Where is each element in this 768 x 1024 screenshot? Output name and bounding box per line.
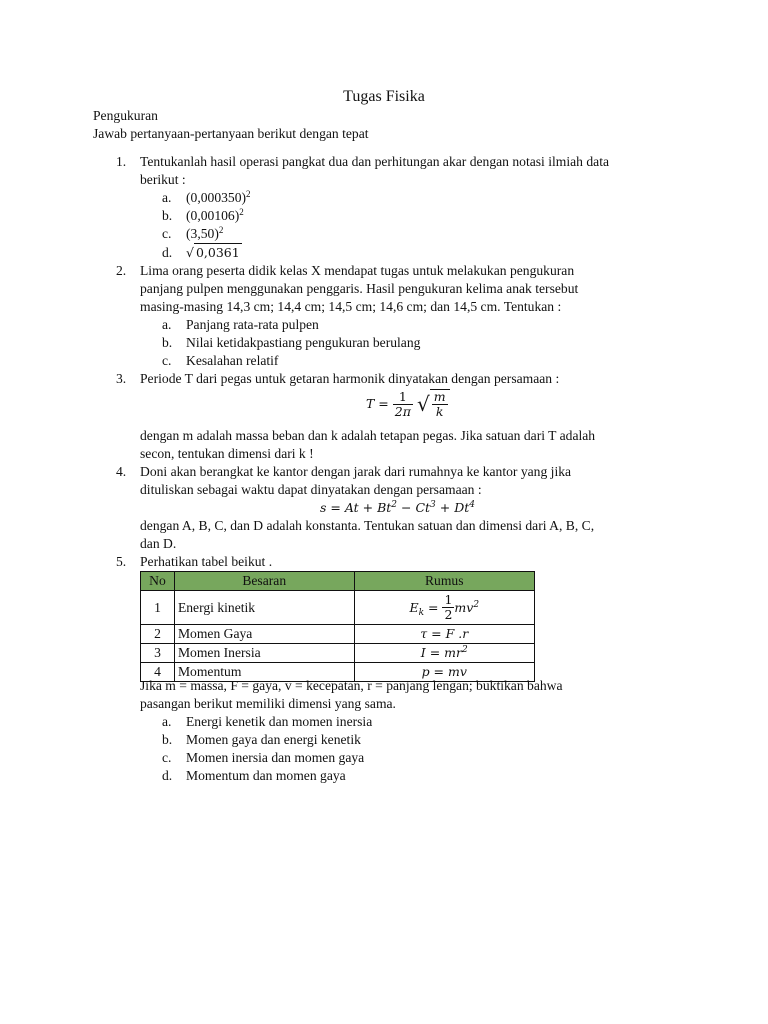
q1-item-a-label: a. [162,190,172,205]
q1-item-c: $(3,50)^2$ [186,225,224,241]
q5-item-b-label: b. [162,732,173,747]
q5-text-line1: Perhatikan tabel beikut . [140,554,273,569]
row-rumus: $I = mr^2$ [354,644,534,663]
q2-item-b-label: b. [162,335,173,350]
q2-text-line3: masing-masing 14,3 cm; 14,4 cm; 14,5 cm; 14,6 cm; dan 14,5 cm. Tentukan : [140,299,562,314]
row-rumus: τ = F .r [354,625,534,644]
header-no: No [141,572,175,591]
table-row [141,591,535,625]
table-header-row [141,572,535,591]
q1-item-b: $(0,00106)^2$ [186,207,244,223]
q1-item-d-sqrt: √ 0,0361 [186,245,240,260]
q1-item-a: $(0,000350)^2$ [186,189,251,205]
q5-number: 5. [116,554,127,569]
q1-item-c-label: c. [162,226,172,241]
table-row [141,625,535,644]
q1-number: 1. [116,154,127,169]
row-besaran: Energi kinetik [174,591,354,625]
q4-text-line3: dengan A, B, C, dan D adalah konstanta. Tentukan satuan dan dimensi dari A, B, C, [140,518,595,533]
q1-text-line2: berikut : [140,172,186,187]
q2-item-a: Panjang rata-rata pulpen [186,317,319,332]
row-besaran: Momen Inersia [174,644,354,663]
q2-item-b: Nilai ketidakpastiang pengukuran berulang [186,335,421,350]
header-besaran: Besaran [174,572,354,591]
q3-text-line2: dengan m adalah massa beban dan k adalah tetapan pegas. Jika satuan dari T adalah [140,428,596,443]
q4-number: 4. [116,464,127,479]
q2-item-c: Kesalahan relatif [186,353,279,368]
q5-item-a-label: a. [162,714,172,729]
formula-table [140,571,535,682]
row-no: 2 [141,625,175,644]
q4-text-line1: Doni akan berangkat ke kantor dengan jarak dari rumahnya ke kantor yang jika [140,464,572,479]
q2-text-line2: panjang pulpen menggunakan penggaris. Hasil pengukuran kelima anak tersebut [140,281,579,296]
row-rumus: p = mv [354,663,534,682]
row-rumus-ek: $E_k$ = $\frac{1}{2}$ $mv^2$ [354,591,534,625]
q3-text-line1: Periode T dari pegas untuk getaran harmonik dinyatakan dengan persamaan : [140,371,560,386]
q4-equation: $s = At + Bt^2 - Ct^3 + Dt^4$ [320,500,475,515]
q2-item-a-label: a. [162,317,172,332]
subtitle: Pengukuran [93,108,158,123]
row-besaran: Momen Gaya [174,625,354,644]
q5-item-b: Momen gaya dan energi kenetik [186,732,361,747]
instruction: Jawab pertanyaan-pertanyaan berikut dengan tepat [93,126,369,141]
q5-item-d: Momentum dan momen gaya [186,768,346,783]
q5-text-line2: Jika m = massa, F = gaya, v = kecepatan, r = panjang lengan; buktikan bahwa [140,678,563,693]
q1-item-d-label: d. [162,245,173,260]
row-no: 1 [141,591,175,625]
q3-text-line3: secon, tentukan dimensi dari k ! [140,446,314,461]
q1-text-line1: Tentukanlah hasil operasi pangkat dua dan perhitungan akar dengan notasi ilmiah data [140,154,610,169]
row-no: 4 [141,663,175,682]
q2-item-c-label: c. [162,353,172,368]
q2-number: 2. [116,263,127,278]
q2-text-line1: Lima orang peserta didik kelas X mendapat tugas untuk melakukan pengukuran [140,263,575,278]
row-besaran: Momentum [174,663,354,682]
q3-number: 3. [116,371,127,386]
document-title: Tugas Fisika [343,88,425,105]
header-rumus: Rumus [354,572,534,591]
row-no: 3 [141,644,175,663]
q5-item-d-label: d. [162,768,173,783]
q5-item-a: Energi kenetik dan momen inersia [186,714,373,729]
q5-text-line3: pasangan berikut memiliki dimensi yang sama. [140,696,396,711]
q4-text-line4: dan D. [140,536,177,551]
q5-item-c: Momen inersia dan momen gaya [186,750,365,765]
q4-text-line2: dituliskan sebagai waktu dapat dinyatakan dengan persamaan : [140,482,482,497]
q5-item-c-label: c. [162,750,172,765]
table-row [141,644,535,663]
q1-item-b-label: b. [162,208,173,223]
q3-equation: T = $\frac{1}{2\pi}$ √ $\frac{m}{k}$ [366,389,450,419]
